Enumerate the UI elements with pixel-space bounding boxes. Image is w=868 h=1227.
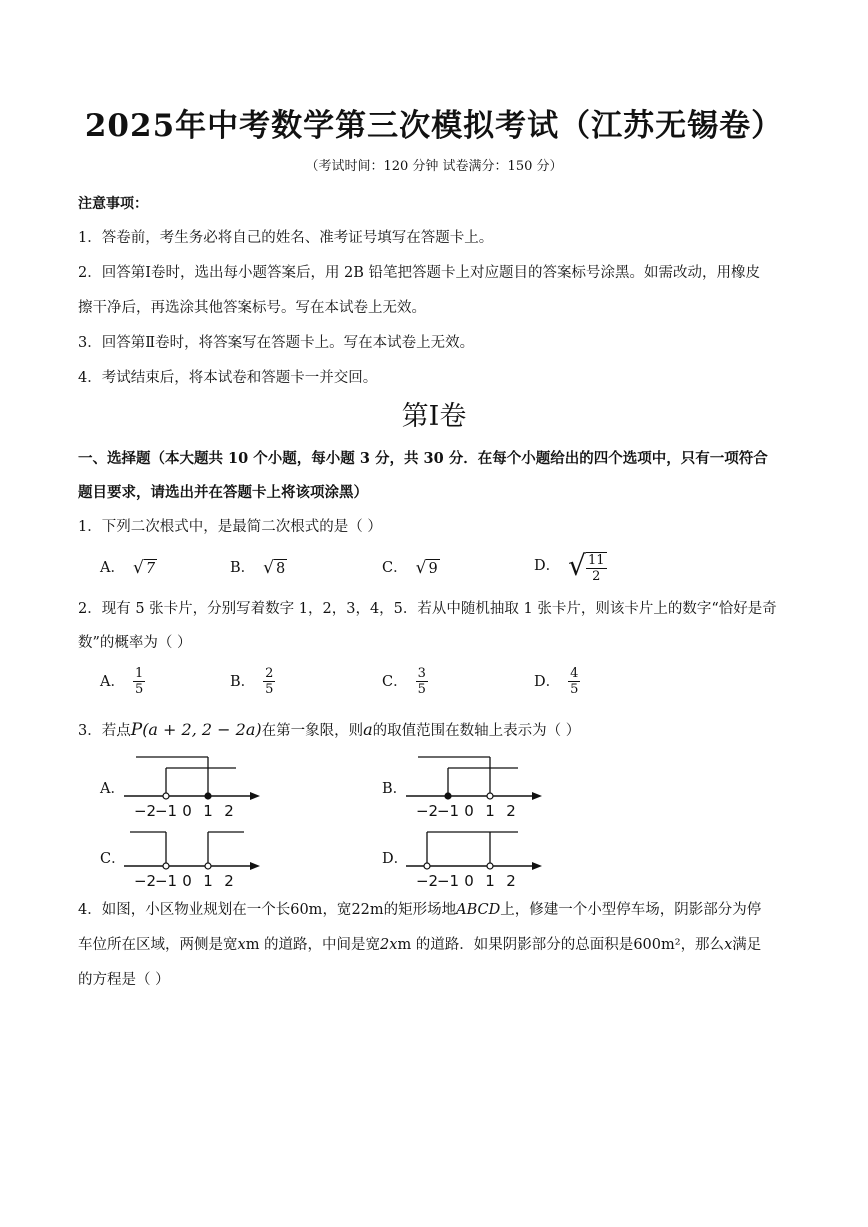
open-point bbox=[163, 863, 169, 869]
q1-stem: 1．下列二次根式中，是最简二次根式的是（ ） bbox=[78, 519, 382, 535]
axis-arrow bbox=[532, 862, 542, 870]
q4-stem-line2 bbox=[78, 935, 761, 955]
tick-label: −1 bbox=[436, 802, 460, 820]
notice-item-2-cont: 擦干净后，再选涂其他答案标号。写在本试卷上无效。 bbox=[78, 300, 426, 316]
q4-x-var: x bbox=[724, 937, 733, 953]
q3-stem-mid: 在第一象限，则 bbox=[261, 723, 364, 739]
section-title: 第Ⅰ卷 bbox=[401, 401, 467, 432]
radicand: 8 bbox=[276, 561, 286, 577]
q4-text: 满足 bbox=[732, 937, 762, 953]
q3-option-a-label: A． bbox=[100, 781, 125, 797]
q2-option-a bbox=[100, 666, 145, 697]
open-point bbox=[163, 793, 169, 799]
q4-width: 22m bbox=[351, 902, 384, 918]
notice-item-4: 4．考试结束后，将本试卷和答题卡一并交回。 bbox=[78, 370, 378, 386]
option-label: A． bbox=[100, 673, 125, 690]
radicand: 9 bbox=[428, 561, 438, 577]
fraction-denominator: 2 bbox=[592, 569, 601, 584]
tick-label: 0 bbox=[464, 872, 474, 890]
closed-point bbox=[445, 793, 451, 799]
q4-text: 上，修建一个小型停车场，阴影部分为停 bbox=[500, 902, 762, 918]
tick-label: −2 bbox=[415, 872, 439, 890]
tick-label: 0 bbox=[182, 872, 192, 890]
option-label: B． bbox=[230, 673, 256, 690]
tick-label: 1 bbox=[485, 872, 495, 890]
q3-number-line-c bbox=[120, 822, 270, 890]
tick-labels bbox=[416, 872, 516, 890]
q4-stem-line1 bbox=[78, 900, 761, 920]
q2-option-b bbox=[230, 666, 275, 697]
q3-coords: (a + 2, 2 − 2a) bbox=[142, 720, 262, 739]
tick-label: 0 bbox=[182, 802, 192, 820]
fraction-numerator: 2 bbox=[265, 666, 274, 681]
q1-option-d: D． √ $\frac{11}{2}$ bbox=[534, 549, 605, 584]
exam-subtitle: （考试时间：120 分钟 试卷满分：150 分） bbox=[305, 159, 563, 174]
notice-item-1: 1．答卷前，考生务必将自己的姓名、准考证号填写在答题卡上。 bbox=[78, 230, 494, 246]
q1-option-b: B． √ 8 bbox=[230, 558, 286, 578]
section-heading-line1: 一、选择题（本大题共 10 个小题，每小题 3 分，共 30 分．在每个小题给出的四个选项中，只有一项符合 bbox=[78, 450, 768, 467]
q3-stem bbox=[78, 720, 580, 741]
q2-stem-line2: 数”的概率为（ ） bbox=[78, 635, 192, 651]
tick-label: 1 bbox=[203, 802, 213, 820]
radicand: 7 bbox=[145, 561, 156, 577]
q4-text: 的矩形场地 bbox=[383, 902, 457, 918]
q4-text: ，那么 bbox=[680, 937, 725, 953]
q4-mid-road-width: 2x bbox=[380, 937, 398, 953]
axis-arrow bbox=[250, 792, 260, 800]
tick-label: 0 bbox=[464, 802, 474, 820]
open-point bbox=[205, 863, 211, 869]
q2-option-d bbox=[534, 666, 580, 697]
q3-stem-pre: 3．若点 bbox=[78, 723, 131, 739]
tick-labels bbox=[134, 872, 234, 890]
option-label: D． bbox=[534, 558, 561, 574]
open-point bbox=[487, 863, 493, 869]
option-label: A． bbox=[100, 560, 125, 576]
q4-stem-line3: 的方程是（ ） bbox=[78, 972, 170, 988]
q3-number-line-d bbox=[402, 822, 552, 890]
tick-label: −2 bbox=[415, 802, 439, 820]
section-heading-line2: 题目要求，请选出并在答题卡上将该项涂黑） bbox=[78, 484, 368, 501]
q3-option-d-label: D． bbox=[382, 851, 409, 867]
closed-point bbox=[205, 793, 211, 799]
tick-label: 2 bbox=[506, 802, 516, 820]
q3-point: P bbox=[130, 720, 143, 740]
q4-text: 4．如图，小区物业规划在一个长 bbox=[78, 902, 291, 918]
fraction-denominator: 5 bbox=[417, 682, 426, 697]
axis-arrow bbox=[532, 792, 542, 800]
fraction-numerator: 1 bbox=[134, 666, 144, 681]
q3-number-line-b bbox=[402, 752, 552, 820]
q3-option-b-label: B． bbox=[382, 781, 408, 797]
tick-label: 2 bbox=[224, 872, 234, 890]
tick-label: −2 bbox=[133, 872, 157, 890]
q4-area: 600m² bbox=[633, 937, 681, 953]
notice-item-3: 3．回答第Ⅱ卷时，将答案写在答题卡上。写在本试卷上无效。 bbox=[78, 335, 475, 351]
q3-stem-post: 的取值范围在数轴上表示为（ ） bbox=[372, 723, 581, 739]
tick-label: 2 bbox=[224, 802, 234, 820]
tick-label: −1 bbox=[154, 802, 178, 820]
q4-text: ，宽 bbox=[322, 902, 352, 918]
tick-label: 2 bbox=[506, 872, 516, 890]
fraction-denominator: 5 bbox=[570, 682, 579, 697]
option-label: D． bbox=[534, 673, 561, 690]
axis-arrow bbox=[250, 862, 260, 870]
q2-option-c bbox=[382, 666, 428, 697]
fraction-numerator: 3 bbox=[417, 666, 426, 681]
q4-text: m 的道路．如果阴影部分的总面积是 bbox=[397, 937, 634, 953]
q4-text: m 的道路，中间是宽 bbox=[245, 937, 381, 953]
q4-road-width: x bbox=[237, 937, 246, 953]
q3-number-line-a bbox=[120, 752, 270, 820]
tick-labels bbox=[416, 802, 516, 820]
tick-label: −2 bbox=[133, 802, 157, 820]
tick-label: −1 bbox=[154, 872, 178, 890]
q4-text: 车位所在区域，两侧是宽 bbox=[78, 937, 238, 953]
option-label: B． bbox=[230, 560, 256, 576]
q4-rect-name: ABCD bbox=[456, 902, 501, 918]
tick-label: 1 bbox=[203, 872, 213, 890]
q3-option-c-label: C． bbox=[100, 851, 126, 867]
fraction-denominator: 5 bbox=[265, 682, 274, 697]
q3-var: a bbox=[363, 720, 373, 739]
q4-length: 60m bbox=[290, 902, 323, 918]
exam-title: 2025年中考数学第三次模拟考试（江苏无锡卷） bbox=[84, 108, 784, 144]
tick-label: 1 bbox=[485, 802, 495, 820]
fraction-numerator: 11 bbox=[587, 553, 605, 568]
option-label: C． bbox=[382, 560, 408, 576]
tick-label: −1 bbox=[436, 872, 460, 890]
q1-option-c: C． √ 9 bbox=[382, 558, 438, 578]
notice-item-2: 2．回答第Ⅰ卷时，选出每小题答案后，用 2B 铅笔把答题卡上对应题目的答案标号涂黑。如需改动，用橡皮 bbox=[78, 265, 761, 281]
q1-option-a: A． √ 7 bbox=[100, 558, 156, 578]
open-point bbox=[487, 793, 493, 799]
option-label: C． bbox=[382, 673, 408, 690]
fraction-numerator: 4 bbox=[570, 666, 579, 681]
open-point bbox=[424, 863, 430, 869]
tick-labels bbox=[134, 802, 234, 820]
fraction-denominator: 5 bbox=[134, 682, 144, 697]
q2-stem-line1: 2．现有 5 张卡片，分别写着数字 1，2，3，4，5．若从中随机抽取 1 张卡片，则该卡片上的数字“恰好是奇 bbox=[78, 601, 777, 617]
notice-heading: 注意事项： bbox=[78, 196, 148, 212]
